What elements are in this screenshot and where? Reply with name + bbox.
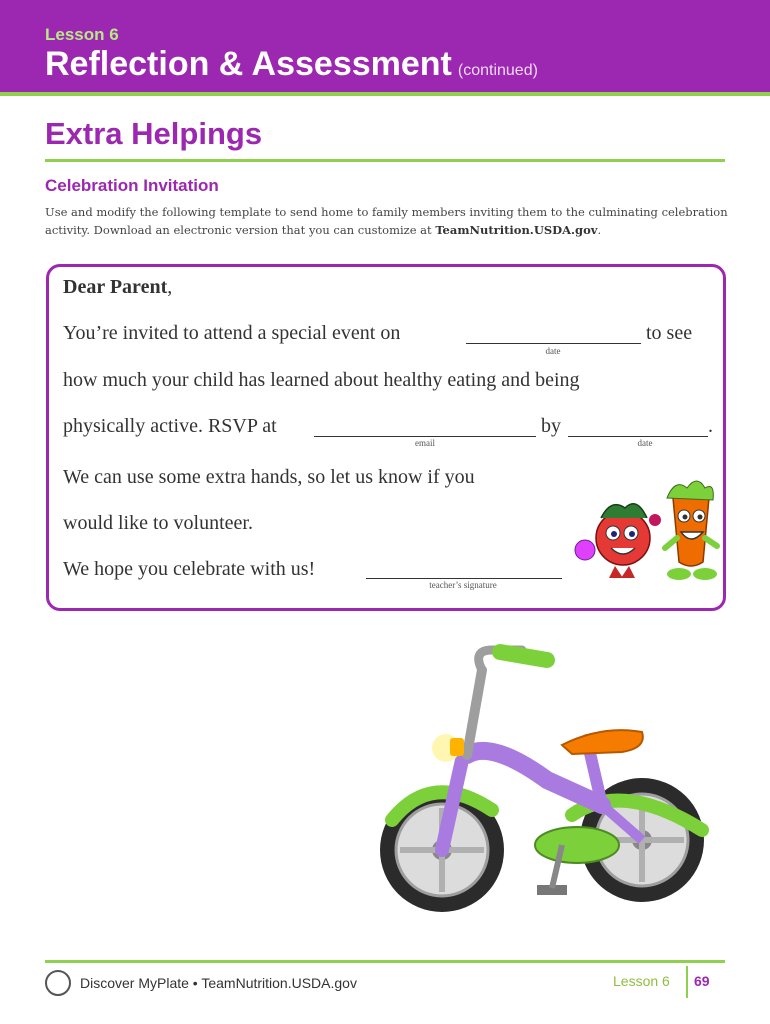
invite-line-3-by: by <box>541 415 561 437</box>
email-blank[interactable] <box>314 436 536 437</box>
bicycle-illustration <box>372 630 722 920</box>
invite-line-6-start: We hope you celebrate with us! <box>63 558 316 580</box>
date-blank-2[interactable] <box>568 436 708 437</box>
salutation-name: Dear Parent <box>63 276 168 298</box>
invite-line-5: would like to volunteer. <box>63 512 253 534</box>
intro-end: . <box>597 223 602 237</box>
section-title: Extra Helpings <box>45 116 263 151</box>
footer-divider <box>45 960 725 963</box>
fruit-vegetable-mascots-illustration <box>563 478 723 588</box>
salutation <box>63 276 172 299</box>
signature-blank[interactable] <box>366 578 562 579</box>
email-caption: email <box>415 438 435 448</box>
page-title-text: Reflection & Assessment <box>45 45 452 83</box>
footer-text: Discover MyPlate • TeamNutrition.USDA.gov <box>80 975 357 991</box>
myplate-logo-icon <box>45 970 71 996</box>
invite-line-4: We can use some extra hands, so let us know if you <box>63 466 475 488</box>
invite-line-1-start: You’re invited to attend a special event on <box>63 322 401 344</box>
header-stripe <box>0 92 770 96</box>
invite-line-3-start: physically active. RSVP at <box>63 415 277 437</box>
invite-line-1-end: to see <box>646 322 693 344</box>
salutation-comma: , <box>167 276 173 298</box>
signature-caption: teacher’s signature <box>429 580 497 590</box>
lesson-label: Lesson 6 <box>45 25 119 44</box>
intro-link[interactable]: TeamNutrition.USDA.gov <box>435 223 598 237</box>
section-divider <box>45 159 725 162</box>
invite-line-3-end: . <box>708 415 713 437</box>
page-title <box>45 45 538 84</box>
footer-page-divider <box>686 966 688 998</box>
page-subtitle: (continued) <box>457 62 538 79</box>
page-number: 69 <box>694 973 710 989</box>
intro-text: Use and modify the following template to send home to family members inviting them to the culminating celebration activity. Download an electronic version that you can customize at <box>45 205 728 237</box>
date-caption-1: date <box>545 346 561 356</box>
section-subhead: Celebration Invitation <box>45 176 219 195</box>
invite-line-2: how much your child has learned about healthy eating and being <box>63 369 580 391</box>
date-caption-2: date <box>637 438 653 448</box>
date-blank-1[interactable] <box>466 343 641 344</box>
intro-paragraph <box>45 203 735 239</box>
footer-lesson: Lesson 6 <box>613 973 670 989</box>
